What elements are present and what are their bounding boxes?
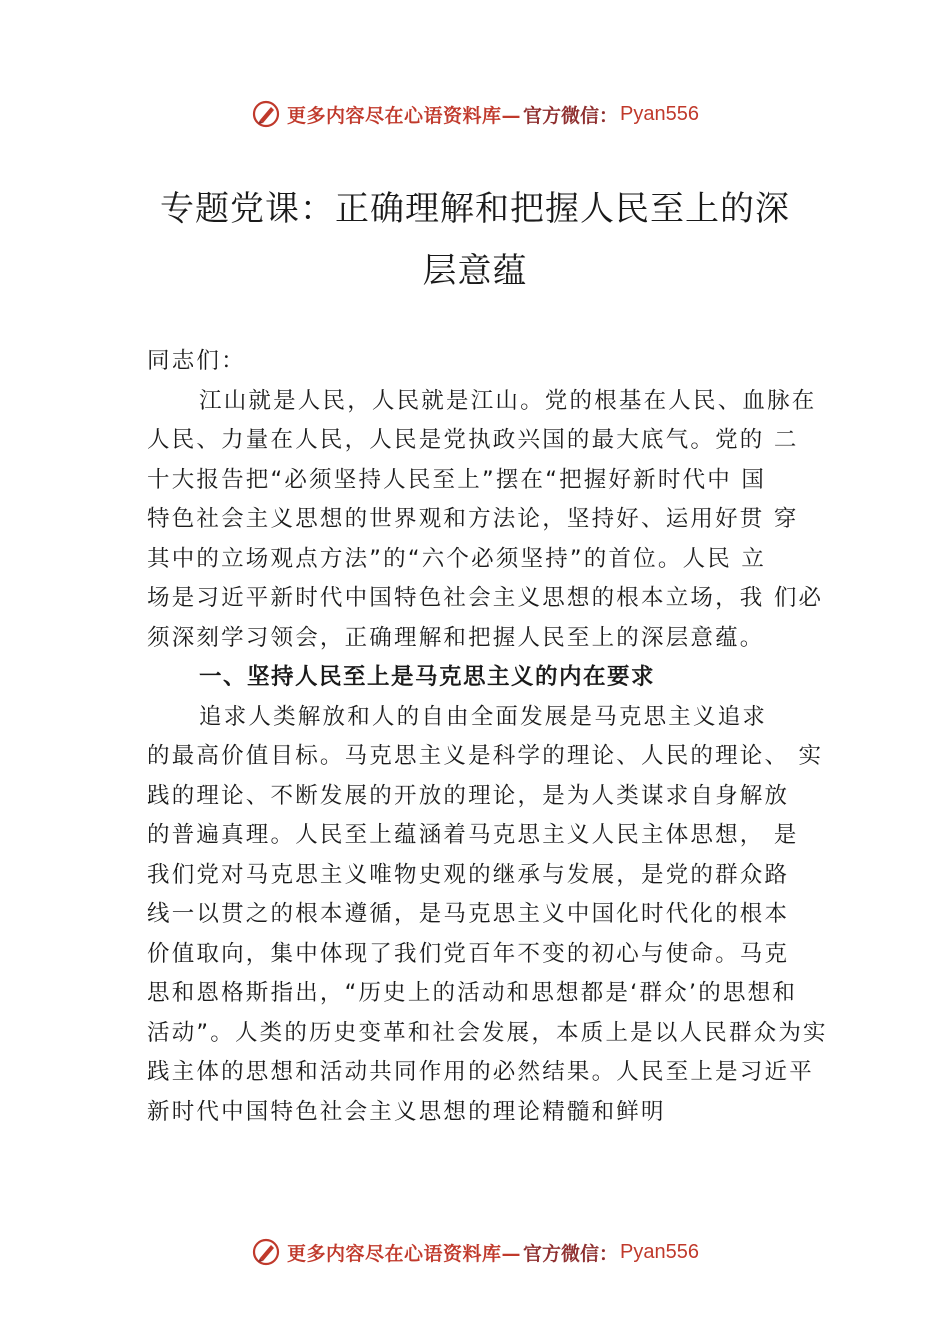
paragraph-1-line: 江山就是人民，人民就是江山。党的根基在人民、血脉在 xyxy=(199,387,817,414)
banner-wechat-id: Pyan556 xyxy=(620,102,699,125)
paragraph-2-line: 我们党对马克思主义唯物史观的继承与发展，是党的群众路 xyxy=(147,861,790,888)
paragraph-2-line: 新时代中国特色社会主义思想的理论精髓和鲜明 xyxy=(147,1098,666,1125)
header-banner xyxy=(0,94,950,134)
banner-main-text: 更多内容尽在心语资料库— xyxy=(287,1242,522,1265)
banner-wechat-id: Pyan556 xyxy=(620,1240,699,1263)
paragraph-2-line: 践的理论、不断发展的开放的理论，是为人类谋求自身解放 xyxy=(147,782,790,809)
section-heading-1: 一、坚持人民至上是马克思主义的内在要求 xyxy=(199,664,656,690)
paragraph-2-line: 践主体的思想和活动共同作用的必然结果。人民至上是习近平 xyxy=(147,1059,814,1085)
pen-logo-icon xyxy=(251,99,281,129)
title-line-1: 专题党课：正确理解和把握人民至上的深 xyxy=(160,189,790,229)
paragraph-2-line: 的普遍真理。人民至上蕴涵着马克思主义人民主体思想， 是 xyxy=(147,822,799,848)
pen-logo-icon xyxy=(251,1237,281,1267)
paragraph-1-line: 特色社会主义思想的世界观和方法论，坚持好、运用好贯 穿 xyxy=(147,506,799,532)
banner-wechat-label: 官方微信： xyxy=(523,1242,619,1265)
paragraph-1-line: 场是习近平新时代中国特色社会主义思想的根本立场，我 们必 xyxy=(147,585,824,611)
title-line-2: 层意蕴 xyxy=(422,251,528,291)
paragraph-1-line: 十大报告把“必须坚持人民至上”摆在“把握好新时代中 国 xyxy=(147,466,767,493)
paragraph-2-line: 追求人类解放和人的自由全面发展是马克思主义追求 xyxy=(199,703,768,730)
paragraph-2-line: 活动”。人类的历史变革和社会发展，本质上是以人民群众为实 xyxy=(147,1019,828,1046)
paragraph-1-line: 须深刻学习领会，正确理解和把握人民至上的深层意蕴。 xyxy=(147,624,765,651)
paragraph-1-line: 人民、力量在人民，人民是党执政兴国的最大底气。党的 二 xyxy=(147,427,799,453)
footer-banner xyxy=(0,1232,950,1272)
paragraph-1-line: 其中的立场观点方法”的“六个必须坚持”的首位。人民 立 xyxy=(147,545,767,572)
paragraph-2-line: 线一以贯之的根本遵循，是马克思主义中国化时代化的根本 xyxy=(147,901,790,927)
salutation: 同志们： xyxy=(147,348,246,374)
paragraph-2-line: 的最高价值目标。马克思主义是科学的理论、人民的理论、 实 xyxy=(147,743,824,769)
document-body xyxy=(147,342,837,1132)
paragraph-2-line: 价值取向，集中体现了我们党百年不变的初心与使命。马克 xyxy=(147,940,790,967)
banner-wechat-label: 官方微信： xyxy=(523,104,619,127)
banner-main-text: 更多内容尽在心语资料库— xyxy=(287,104,522,127)
document-title xyxy=(0,178,950,302)
paragraph-2-line: 思和恩格斯指出，“历史上的活动和思想都是‘群众’的思想和 xyxy=(147,980,798,1006)
